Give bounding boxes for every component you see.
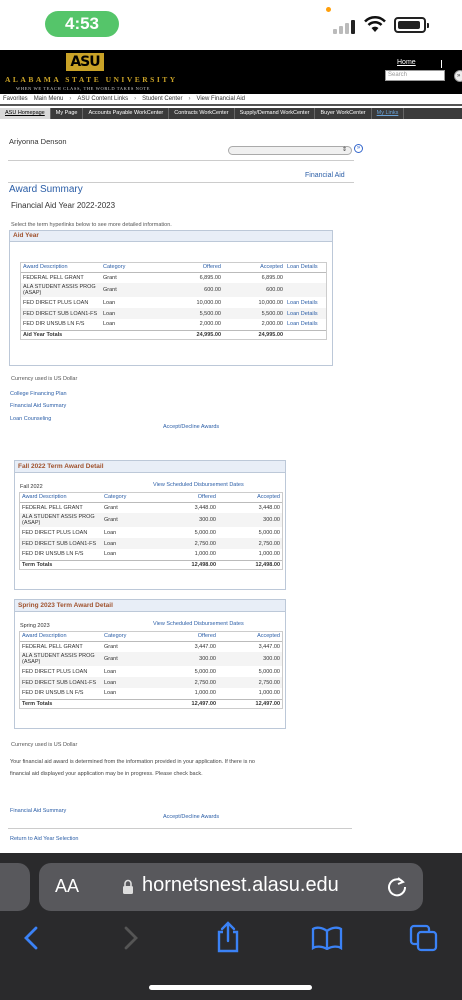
return-to-aid-year-link[interactable]: Return to Aid Year Selection [10,836,79,842]
battery-icon [394,17,426,33]
financial-aid-link[interactable]: Financial Aid [305,172,345,179]
text-size-button[interactable] [55,876,79,897]
tab-contracts[interactable]: Contracts WorkCenter [169,108,234,119]
cell-accepted: 5,500.00 [223,308,285,319]
cell-accepted: 3,447.00 [258,643,280,650]
col-header-category: Category [101,263,153,272]
cell-award-description: FED DIRECT PLUS LOAN [23,299,89,306]
financial-aid-summary-link[interactable]: Financial Aid Summary [10,403,67,409]
instructions-text: Select the term hyperlinks below to see more detailed information. [11,222,172,228]
forward-icon[interactable] [122,925,140,951]
cell-accepted: 6,895.00 [261,274,283,281]
summary-table-frame [20,262,327,340]
cell-accepted: 3,448.00 [258,504,280,511]
cell-loan-details [285,283,326,297]
cell-award-description: FED DIRECT PLUS LOAN [22,668,88,675]
header-divider-line [0,104,462,106]
cell-offered: 2,750.00 [154,538,218,549]
fall-term-label: Fall 2022 [20,484,43,490]
cell-award-description: FEDERAL PELL GRANT [23,274,84,281]
cell-category: Loan [102,677,154,688]
cell-award-description: FED DIR UNSUB LN F/S [23,321,85,328]
cell-award-description: ALA STUDENT ASSIS PROG (ASAP) [20,513,102,527]
table-row [21,283,326,297]
total-accepted: 12,498.00 [218,560,282,569]
tab-accounts-payable[interactable]: Accounts Payable WorkCenter [83,108,169,119]
cell-category: Grant [104,504,118,511]
college-financing-plan-link[interactable]: College Financing Plan [10,391,67,397]
table-row [21,297,326,308]
col-header-offered: Offered [154,632,218,641]
col-header-offered: Offered [153,263,223,272]
header-divider [441,60,442,68]
cell-loan-details [285,272,326,283]
table-row [20,666,282,677]
tab-my-links[interactable]: My Links [372,108,405,119]
cell-award-description: FED DIR UNSUB LN F/S [22,690,84,697]
university-tagline: WHEN WE TEACH CLASS, THE WORLD TAKES NOTE [16,86,151,91]
spring-view-disbursement-link[interactable]: View Scheduled Disbursement Dates [153,621,244,627]
fall-table-body [20,502,282,569]
previous-tab-preview[interactable] [0,863,30,911]
tabs-icon[interactable] [409,924,439,952]
cell-offered: 5,500.00 [153,308,223,319]
total-label: Aid Year Totals [21,330,101,339]
totals-row [20,699,282,708]
cell-award-description: ALA STUDENT ASSIS PROG (ASAP) [20,652,102,666]
totals-row [20,560,282,569]
fall-term-group-header: Fall 2022 Term Award Detail [15,461,285,473]
cell-accepted: 600.00 [223,283,285,297]
summary-table [21,263,326,339]
breadcrumb [0,94,462,104]
tab-asu-homepage[interactable]: ASU Homepage [0,108,51,119]
share-icon[interactable] [214,921,242,953]
student-name: Ariyonna Denson [9,137,67,146]
spring-term-label: Spring 2023 [20,623,50,629]
total-label: Term Totals [20,699,102,708]
cell-accepted: 2,750.00 [218,677,282,688]
cell-category: Grant [102,513,154,527]
navigation-select[interactable] [228,146,352,155]
cell-award-description: FED DIRECT SUB LOAN1-FS [21,308,101,319]
cell-award-description: FEDERAL PELL GRANT [22,643,83,650]
aid-year-title: Financial Aid Year 2022-2023 [11,201,116,210]
col-header-accepted: Accepted [223,263,285,272]
fall-term-group [14,460,286,590]
cell-offered: 3,448.00 [194,504,216,511]
go-arrow-icon[interactable]: » [354,144,363,153]
cell-accepted: 2,000.00 [261,321,283,328]
cell-accepted: 300.00 [218,652,282,666]
cellular-signal-icon [333,18,357,34]
cell-category: Grant [102,652,154,666]
cell-category: Loan [104,551,117,558]
divider [8,182,354,183]
table-row [21,272,326,283]
col-header-category: Category [102,632,154,641]
cell-category: Loan [103,321,116,328]
divider [8,160,354,161]
financial-aid-summary-link[interactable]: Financial Aid Summary [10,808,67,814]
home-indicator [149,985,312,990]
cell-category: Grant [103,274,117,281]
table-row [21,308,326,319]
cell-category: Loan [104,529,117,536]
chevron-right-icon: › [188,96,191,102]
cell-loan-details[interactable]: Loan Details [287,321,318,328]
aa-label: AA [55,876,80,896]
cell-award-description: FED DIRECT PLUS LOAN [22,529,88,536]
spring-award-table [20,632,282,708]
divider [8,828,352,829]
chevron-right-icon: › [69,96,72,102]
total-spacer [102,560,154,569]
spring-term-group [14,599,286,729]
table-row [20,502,282,513]
spring-table-frame [19,631,283,709]
total-offered: 12,497.00 [154,699,218,708]
cell-award-description: FED DIRECT SUB LOAN1-FS [20,538,102,549]
currency-note: Currency used is US Dollar [11,742,78,748]
cell-category: Grant [104,643,118,650]
total-accepted: 24,995.00 [223,330,285,339]
col-header-loan-details: Loan Details [285,263,326,272]
total-accepted: 12,497.00 [218,699,282,708]
total-spacer [285,330,326,339]
table-row [20,549,282,560]
privacy-indicator-dot [326,7,331,12]
chevron-updown-icon: ⇕ [341,147,347,153]
spring-table-body [20,641,282,708]
breadcrumb-view-financial-aid[interactable]: View Financial Aid [196,96,246,102]
total-offered: 12,498.00 [154,560,218,569]
wifi-icon [364,15,386,33]
reload-icon[interactable] [386,875,408,897]
col-header-award-description: Award Description [21,263,101,272]
url-text: hornetsnest.alasu.edu [142,874,339,896]
cell-offered: 5,000.00 [194,668,216,675]
totals-row [21,330,326,339]
back-icon[interactable] [22,925,40,951]
tab-my-page[interactable]: My Page [51,108,84,119]
cell-accepted: 5,000.00 [258,529,280,536]
cell-offered: 3,447.00 [194,643,216,650]
cell-offered: 2,750.00 [154,677,218,688]
breadcrumb-favorites[interactable]: Favorites [3,96,28,102]
cell-offered: 10,000.00 [196,299,221,306]
cell-offered: 2,000.00 [199,321,221,328]
page-title: Award Summary [9,184,83,195]
cell-category: Loan [102,538,154,549]
cell-award-description: FED DIR UNSUB LN F/S [22,551,84,558]
col-header-accepted: Accepted [218,493,282,502]
cell-accepted: 10,000.00 [258,299,283,306]
bookmarks-icon[interactable] [311,926,343,950]
total-offered: 24,995.00 [153,330,223,339]
currency-note: Currency used is US Dollar [11,376,78,382]
table-row [20,652,282,666]
cell-category: Loan [104,690,117,697]
cell-award-description: FEDERAL PELL GRANT [22,504,83,511]
fall-table-frame [19,492,283,570]
summary-table-body [21,272,326,339]
table-row [20,513,282,527]
spring-term-group-header: Spring 2023 Term Award Detail [15,600,285,612]
table-row [20,688,282,699]
workcenter-tabs [0,108,462,119]
cell-offered: 6,895.00 [199,274,221,281]
fall-view-disbursement-link[interactable]: View Scheduled Disbursement Dates [153,482,244,488]
breadcrumb-student-center[interactable]: Student Center [142,96,183,102]
cell-offered: 300.00 [154,513,218,527]
aid-year-group [9,230,333,366]
cell-category: Loan [103,299,116,306]
breadcrumb-main-menu[interactable]: Main Menu [33,96,64,102]
cell-accepted: 2,750.00 [218,538,282,549]
cell-accepted: 1,000.00 [258,690,280,697]
total-label: Term Totals [20,560,102,569]
cell-offered: 5,000.00 [194,529,216,536]
status-time: 4:53 [45,11,119,37]
cell-award-description: FED DIRECT SUB LOAN1-FS [20,677,102,688]
search-go-button[interactable]: » [454,70,462,82]
col-header-award-description: Award Description [20,493,102,502]
cell-loan-details[interactable]: Loan Details [285,308,326,319]
cell-loan-details[interactable]: Loan Details [287,299,318,306]
cell-category: Loan [104,668,117,675]
table-row [20,641,282,652]
cell-offered: 1,000.00 [194,690,216,697]
cell-offered: 1,000.00 [194,551,216,558]
loan-counseling-link[interactable]: Loan Counseling [10,416,52,422]
aid-year-group-header: Aid Year [10,231,332,242]
total-spacer [101,330,153,339]
table-row [20,538,282,549]
cell-offered: 600.00 [153,283,223,297]
fall-award-table [20,493,282,569]
cell-category: Grant [101,283,153,297]
table-row [20,527,282,538]
breadcrumb-asu-content-links[interactable]: ASU Content Links [77,96,129,102]
cell-accepted: 1,000.00 [258,551,280,558]
col-header-category: Category [102,493,154,502]
cell-award-description: ALA STUDENT ASSIS PROG (ASAP) [21,283,101,297]
cell-category: Loan [101,308,153,319]
col-header-offered: Offered [154,493,218,502]
home-link[interactable]: Home [397,59,416,66]
university-name: ALABAMA STATE UNIVERSITY [5,75,178,84]
asu-logo[interactable]: ASU [66,53,104,71]
tab-buyer[interactable]: Buyer WorkCenter [315,108,371,119]
disclaimer-text: Your financial aid award is determined from the information provided in your application. If there is no financial aid displayed your application may be in progress. Please check back. [10,759,255,777]
col-header-accepted: Accepted [218,632,282,641]
search-input[interactable]: Search [385,70,445,81]
cell-accepted: 300.00 [218,513,282,527]
col-header-award-description: Award Description [20,632,102,641]
cell-offered: 300.00 [154,652,218,666]
chevron-right-icon: › [134,96,137,102]
cell-accepted: 5,000.00 [258,668,280,675]
lock-icon [122,879,134,894]
total-spacer [102,699,154,708]
accept-decline-awards-link[interactable]: Accept/Decline Awards [163,424,220,430]
accept-decline-awards-link[interactable]: Accept/Decline Awards [163,814,220,820]
table-row [20,677,282,688]
table-row [21,319,326,330]
tab-supply-demand[interactable]: Supply/Demand WorkCenter [235,108,316,119]
